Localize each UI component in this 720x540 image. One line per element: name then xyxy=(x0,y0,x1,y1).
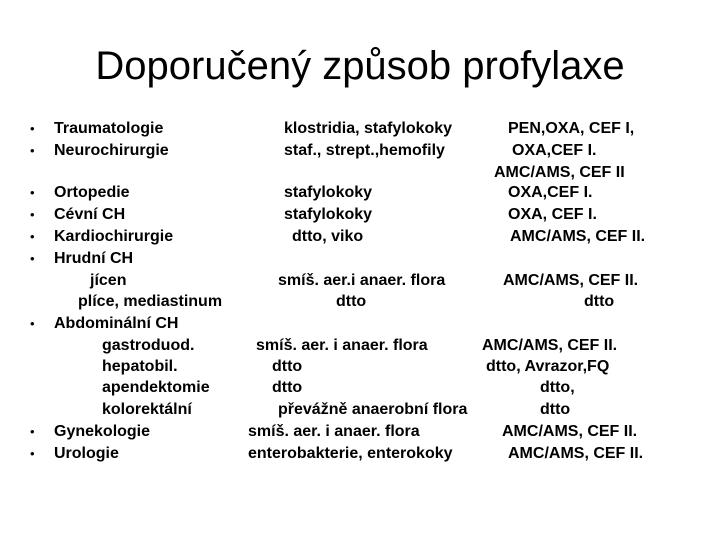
organisms-urologie: enterobakterie, enterokoky xyxy=(248,445,453,462)
antibiotics-urologie: AMC/AMS, CEF II. xyxy=(508,445,644,462)
antibiotics-traumatologie: PEN,OXA, CEF I, xyxy=(508,120,635,137)
organisms-neurochirurgie: staf., strept.,hemofily xyxy=(284,142,445,159)
organisms-jicen: smíš. aer.i anaer. flora xyxy=(278,272,446,289)
bullet-urologie: • xyxy=(30,446,35,461)
bullet-abdominalni-ch: • xyxy=(30,316,35,331)
category-urologie: Urologie xyxy=(54,445,119,462)
antibiotics-gynekologie: AMC/AMS, CEF II. xyxy=(502,423,638,440)
antibiotics-jicen: AMC/AMS, CEF II. xyxy=(503,272,639,289)
antibiotics-plice-mediastinum: dtto xyxy=(584,293,615,310)
antibiotics-kolorektalni: dtto xyxy=(540,401,571,418)
bullet-cevni-ch: • xyxy=(30,207,35,222)
organisms-kolorektalni: převážně anaerobní flora xyxy=(278,401,468,418)
organisms-plice-mediastinum: dtto xyxy=(336,293,367,310)
organisms-traumatologie: klostridia, stafylokoky xyxy=(284,120,453,137)
antibiotics-neurochirurgie-continued: AMC/AMS, CEF II xyxy=(494,164,625,181)
organisms-ortopedie: stafylokoky xyxy=(284,184,373,201)
antibiotics-ortopedie: OXA,CEF I. xyxy=(508,184,593,201)
antibiotics-gastroduod: AMC/AMS, CEF II. xyxy=(482,337,618,354)
subcategory-kolorektalni: kolorektální xyxy=(102,401,192,418)
slide-title: Doporučený způsob profylaxe xyxy=(95,44,625,88)
organisms-gastroduod: smíš. aer. i anaer. flora xyxy=(256,337,428,354)
organisms-hepatobil: dtto xyxy=(272,358,303,375)
category-ortopedie: Ortopedie xyxy=(54,184,130,201)
antibiotics-kardiochirurgie: AMC/AMS, CEF II. xyxy=(510,228,646,245)
organisms-gynekologie: smíš. aer. i anaer. flora xyxy=(248,423,420,440)
bullet-ortopedie: • xyxy=(30,185,35,200)
organisms-kardiochirurgie: dtto, viko xyxy=(292,228,364,245)
bullet-neurochirurgie: • xyxy=(30,143,35,158)
organisms-apendektomie: dtto xyxy=(272,379,303,396)
category-kardiochirurgie: Kardiochirurgie xyxy=(54,228,174,245)
antibiotics-neurochirurgie: OXA,CEF I. xyxy=(512,142,597,159)
category-cevni-ch: Cévní CH xyxy=(54,206,126,223)
subcategory-gastroduod: gastroduod. xyxy=(102,337,195,354)
subcategory-plice-mediastinum: plíce, mediastinum xyxy=(78,293,223,310)
subcategory-apendektomie: apendektomie xyxy=(102,379,210,396)
antibiotics-hepatobil: dtto, Avrazor,FQ xyxy=(486,358,610,375)
category-abdominalni-ch: Abdominální CH xyxy=(54,315,179,332)
antibiotics-cevni-ch: OXA, CEF I. xyxy=(508,206,597,223)
bullet-traumatologie: • xyxy=(30,121,35,136)
bullet-gynekologie: • xyxy=(30,424,35,439)
bullet-kardiochirurgie: • xyxy=(30,229,35,244)
subcategory-jicen: jícen xyxy=(90,272,127,289)
category-neurochirurgie: Neurochirurgie xyxy=(54,142,169,159)
subcategory-hepatobil: hepatobil. xyxy=(102,358,178,375)
category-gynekologie: Gynekologie xyxy=(54,423,151,440)
antibiotics-apendektomie: dtto, xyxy=(540,379,575,396)
bullet-hrudni-ch: • xyxy=(30,251,35,266)
category-hrudni-ch: Hrudní CH xyxy=(54,250,134,267)
organisms-cevni-ch: stafylokoky xyxy=(284,206,373,223)
category-traumatologie: Traumatologie xyxy=(54,120,164,137)
